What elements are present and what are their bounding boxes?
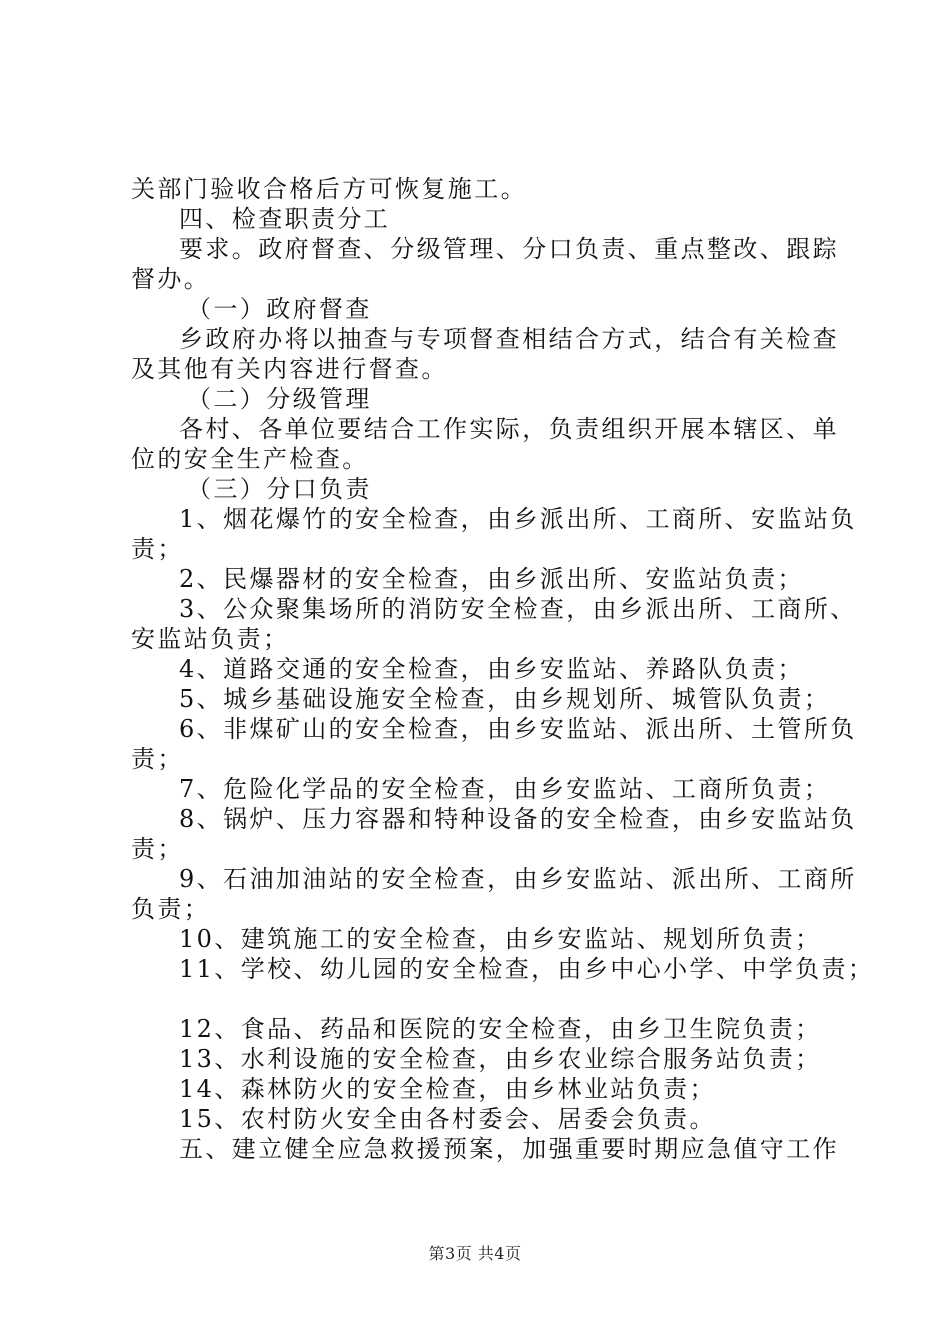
text-line: 7、危险化学品的安全检查，由乡安监站、工商所负责；: [179, 775, 831, 803]
text-line: 4、道路交通的安全检查，由乡安监站、养路队负责；: [179, 655, 804, 683]
text-line: 负责；: [131, 895, 211, 923]
text-line: （三）分口负责: [187, 475, 372, 503]
text-line: 5、城乡基础设施安全检查，由乡规划所、城管队负责；: [179, 685, 831, 713]
text-line: 责；: [131, 835, 184, 863]
text-line: 14、森林防火的安全检查，由乡林业站负责；: [179, 1075, 716, 1103]
text-line: 15、农村防火安全由各村委会、居委会负责。: [179, 1105, 716, 1133]
text-line: 四、检查职责分工: [179, 205, 391, 233]
text-line: 13、水利设施的安全检查，由乡农业综合服务站负责；: [179, 1045, 822, 1073]
text-line: 6、非煤矿山的安全检查，由乡安监站、派出所、土管所负: [179, 715, 857, 743]
text-line: （一）政府督查: [187, 295, 372, 323]
text-line: 责；: [131, 745, 184, 773]
text-line: 9、石油加油站的安全检查，由乡安监站、派出所、工商所: [179, 865, 857, 893]
text-line: 各村、各单位要结合工作实际，负责组织开展本辖区、单: [179, 415, 839, 443]
text-line: 2、民爆器材的安全检查，由乡派出所、安监站负责；: [179, 565, 804, 593]
text-line: 乡政府办将以抽查与专项督查相结合方式，结合有关检查: [179, 325, 839, 353]
text-line: 及其他有关内容进行督查。: [131, 355, 448, 383]
text-line: 位的安全生产检查。: [131, 445, 369, 473]
text-line: 10、建筑施工的安全检查，由乡安监站、规划所负责；: [179, 925, 822, 953]
text-line: 12、食品、药品和医院的安全检查，由乡卫生院负责；: [179, 1015, 822, 1043]
text-line: 要求。政府督查、分级管理、分口负责、重点整改、跟踪: [179, 235, 839, 263]
text-line: 督办。: [131, 265, 211, 293]
text-line: （二）分级管理: [187, 385, 372, 413]
text-line: 责；: [131, 535, 184, 563]
page-footer: 第3页 共4页: [428, 1244, 522, 1263]
document-body: [131, 174, 875, 1164]
text-line: 8、锅炉、压力容器和特种设备的安全检查，由乡安监站负: [179, 805, 857, 833]
text-line: 关部门验收合格后方可恢复施工。: [131, 175, 527, 203]
blank-line: [131, 984, 836, 1014]
text-line: 11、学校、幼儿园的安全检查，由乡中心小学、中学负责；: [179, 955, 875, 983]
text-line: 五、建立健全应急救援预案，加强重要时期应急值守工作: [179, 1135, 839, 1163]
text-line: 安监站负责；: [131, 625, 290, 653]
text-line: 3、公众聚集场所的消防安全检查，由乡派出所、工商所、: [179, 595, 857, 623]
text-line: 1、烟花爆竹的安全检查，由乡派出所、工商所、安监站负: [179, 505, 857, 533]
